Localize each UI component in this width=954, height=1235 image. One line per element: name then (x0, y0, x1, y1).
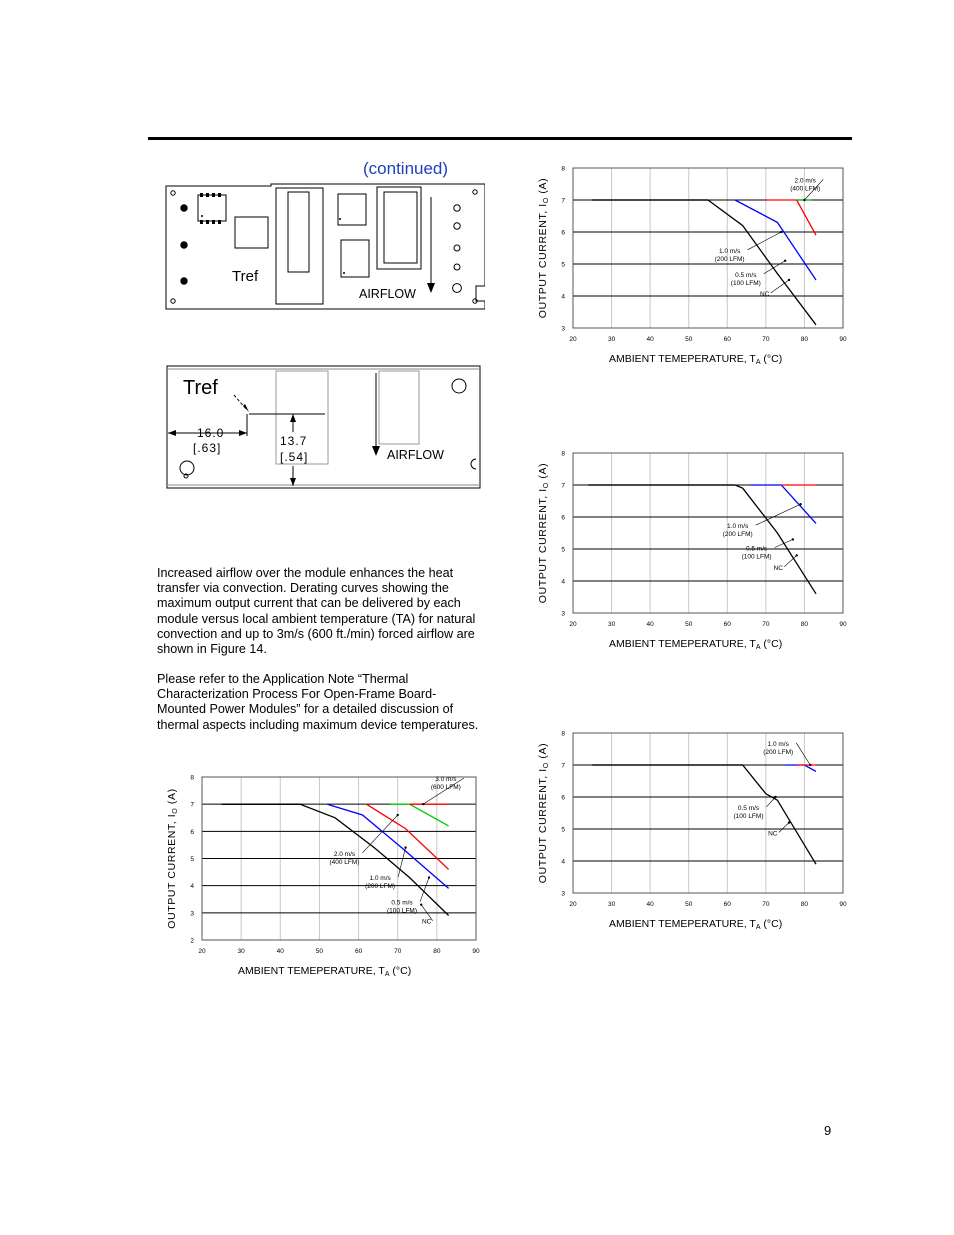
annotation-text: NC (773, 564, 783, 572)
x-axis-label: AMBIENT TEMEPERATURE, TA (°C) (609, 353, 783, 366)
annotation-text: (200 LFM) (365, 883, 396, 891)
y-tick-label: 6 (561, 794, 565, 802)
x-tick-label: 80 (433, 948, 441, 955)
x-tick-label: 70 (762, 336, 770, 343)
board-top-tref-label: Tref (232, 268, 259, 285)
x-tick-label: 30 (607, 621, 616, 628)
x-axis-label: AMBIENT TEMEPERATURE, TA (°C) (238, 965, 412, 978)
annotation-text: (200 LFM) (722, 531, 753, 539)
annotation-text: (200 LFM) (763, 748, 794, 756)
x-tick-label: 30 (607, 336, 616, 343)
annotation-text: (400 LFM) (790, 185, 821, 193)
annotation-text: 0.5 m/s (745, 545, 768, 553)
x-tick-label: 40 (646, 336, 654, 343)
y-tick-label: 5 (190, 856, 194, 863)
series-line (785, 765, 816, 771)
board-top-airflow-label: AIRFLOW (359, 287, 416, 301)
x-tick-label: 60 (723, 336, 731, 343)
y-tick-label: 4 (561, 858, 565, 866)
x-tick-label: 70 (762, 901, 770, 908)
y-tick-label: 3 (190, 910, 194, 918)
x-tick-label: 50 (685, 901, 693, 908)
annotation-text: (200 LFM) (714, 255, 745, 263)
y-tick-label: 6 (561, 514, 565, 522)
annotation-text: NC (768, 830, 778, 838)
annotation-text: 0.5 m/s (735, 271, 757, 279)
dim1-mm-label: 16.0 (197, 426, 225, 440)
x-tick-label: 40 (276, 948, 284, 955)
annotation-leader (767, 797, 776, 807)
x-tick-label: 80 (800, 621, 809, 628)
annotation-leader (779, 823, 789, 833)
annotation-text: 2.0 m/s (333, 850, 356, 858)
x-tick-label: 90 (839, 901, 847, 908)
x-tick-label: 90 (472, 948, 480, 955)
annotation-text: 1.0 m/s (369, 875, 391, 883)
annotation-arrowhead (774, 796, 776, 798)
y-tick-label: 4 (561, 293, 565, 301)
y-axis-label: OUTPUT CURRENT, IO (A) (166, 788, 179, 929)
y-tick-label: 7 (561, 197, 565, 205)
x-tick-label: 60 (354, 948, 363, 955)
y-tick-label: 7 (561, 762, 565, 770)
annotation-text: 1.0 m/s (767, 740, 789, 748)
x-tick-label: 70 (762, 621, 770, 628)
dim2-in-label: [.54] (280, 450, 309, 464)
annotation-text: (100 LFM) (730, 279, 761, 287)
x-tick-label: 30 (607, 901, 616, 908)
page-number: 9 (824, 1123, 832, 1138)
dim1-in-label: [.63] (193, 441, 222, 455)
y-tick-label: 5 (561, 826, 565, 834)
x-tick-label: 20 (569, 901, 577, 908)
y-tick-label: 5 (561, 261, 565, 269)
y-tick-label: 7 (190, 801, 194, 809)
y-tick-label: 8 (561, 450, 565, 458)
dim2-mm-label: 13.7 (280, 434, 308, 448)
annotation-text: 0.5 m/s (737, 804, 760, 812)
x-tick-label: 80 (800, 901, 809, 908)
x-tick-label: 20 (569, 336, 577, 343)
annotation-text: 1.0 m/s (718, 247, 741, 255)
x-tick-label: 50 (315, 948, 324, 955)
annotation-text: (600 LFM) (430, 784, 461, 792)
x-axis-label: AMBIENT TEMEPERATURE, TA (°C) (609, 638, 783, 651)
annotation-text: (100 LFM) (741, 553, 772, 561)
annotation-text: NC (421, 918, 432, 926)
annotation-text: 0.5 m/s (391, 899, 413, 907)
annotation-leader (796, 743, 810, 765)
annotation-arrowhead (809, 764, 811, 766)
series-line (592, 765, 816, 864)
annotation-text: 3.0 m/s (435, 776, 457, 784)
curve-annotation (734, 796, 777, 820)
y-tick-label: 4 (561, 578, 565, 586)
x-tick-label: 30 (237, 948, 245, 955)
x-tick-label: 60 (723, 901, 731, 908)
x-tick-label: 20 (569, 621, 577, 628)
annotation-text: NC (760, 291, 770, 298)
annotation-arrowhead (788, 821, 790, 823)
y-tick-label: 2 (190, 937, 194, 945)
x-tick-label: 80 (800, 336, 809, 343)
y-tick-label: 3 (561, 610, 565, 618)
y-tick-label: 8 (561, 730, 565, 738)
y-tick-label: 6 (561, 229, 565, 237)
x-tick-label: 90 (839, 621, 847, 628)
y-axis-label: OUTPUT CURRENT, IO (A) (537, 462, 550, 604)
x-tick-label: 40 (646, 901, 654, 908)
board-detail-airflow-label: AIRFLOW (387, 448, 444, 462)
y-axis-label: OUTPUT CURRENT, IO (A) (537, 177, 550, 319)
x-tick-label: 60 (723, 621, 731, 628)
x-tick-label: 70 (394, 948, 402, 955)
continued-heading: (continued) (363, 159, 449, 178)
y-tick-label: 3 (561, 325, 565, 333)
x-axis-label: AMBIENT TEMEPERATURE, TA (°C) (609, 918, 783, 931)
y-axis-label: OUTPUT CURRENT, IO (A) (537, 742, 550, 884)
y-tick-label: 8 (190, 774, 194, 782)
x-tick-label: 50 (685, 336, 693, 343)
y-tick-label: 8 (561, 165, 565, 173)
x-tick-label: 50 (685, 621, 693, 628)
y-tick-label: 4 (190, 883, 194, 891)
body-paragraph-1: Increased airflow over the module enhances the heat transfer via convection. Derating curves showing the maximum output current that can be delivered by each module versus local ambient temperature (TA) for natural convection and up to 3m/s (600 ft./min) forced airflow are shown in Figure 14. (157, 566, 476, 657)
x-tick-label: 40 (646, 621, 654, 628)
x-tick-label: 90 (839, 336, 847, 343)
plot-frame (573, 733, 843, 893)
annotation-text: 2.0 m/s (794, 177, 816, 185)
annotation-text: (400 LFM) (329, 858, 360, 866)
board-detail-tref-label: Tref (183, 377, 218, 399)
y-tick-label: 7 (561, 482, 565, 490)
annotation-text: (100 LFM) (387, 907, 418, 915)
y-tick-label: 5 (561, 546, 565, 554)
body-paragraph-2: Please refer to the Application Note “Thermal Characterization Process For Open-Frame Board-Mounted Power Modules” for a detailed discussion of thermal aspects including maximum device temperatures. (157, 672, 479, 732)
annotation-text: (100 LFM) (733, 812, 764, 820)
annotation-text: 1.0 m/s (727, 523, 749, 531)
y-tick-label: 3 (561, 890, 565, 898)
x-tick-label: 20 (198, 948, 206, 955)
y-tick-label: 6 (190, 828, 194, 836)
